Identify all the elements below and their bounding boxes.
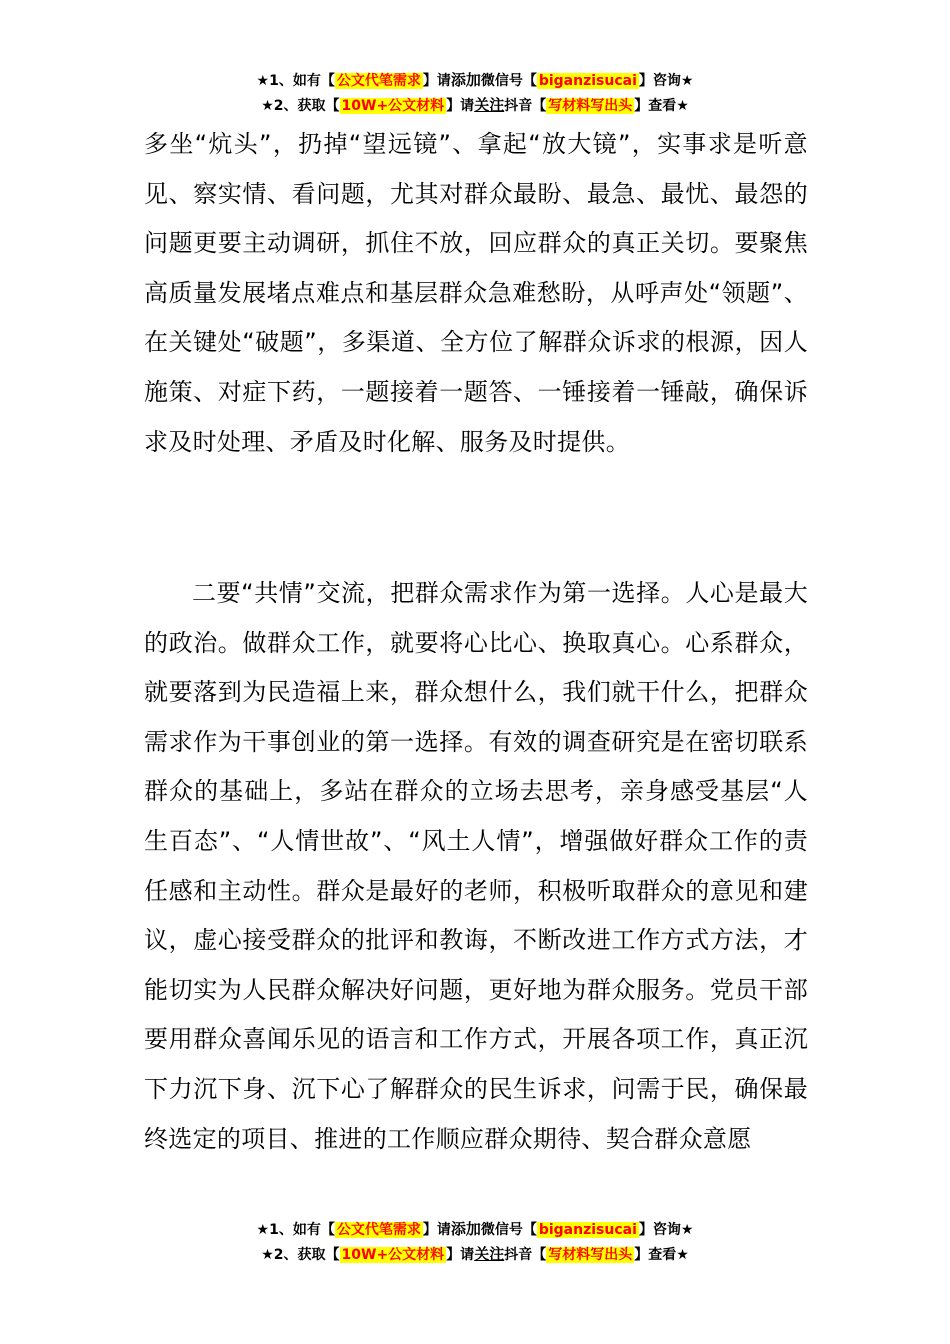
header-text: 抖音【 bbox=[504, 98, 547, 114]
highlight-text: 10W+公文材料 bbox=[341, 98, 445, 114]
header-text: 】查看★ bbox=[634, 98, 689, 114]
douyin-account: 写材料写出头 bbox=[548, 1247, 633, 1263]
douyin-account: 写材料写出头 bbox=[548, 98, 633, 114]
footer-text: 微信号【 bbox=[480, 1222, 537, 1238]
header-text: 】咨询★ bbox=[638, 73, 694, 89]
header-text: 】请 bbox=[446, 98, 475, 114]
footer-text: 】咨询★ bbox=[638, 1222, 694, 1238]
footer-line-2 bbox=[0, 1242, 950, 1267]
footer-banner bbox=[0, 1217, 950, 1267]
wechat-id: biganzisucai bbox=[538, 73, 637, 89]
footer-text: 关注 bbox=[474, 1245, 505, 1263]
footer-text: 】请 bbox=[446, 1247, 475, 1263]
footer-text: 添加 bbox=[450, 1220, 481, 1238]
footer-text: 抖音【 bbox=[504, 1247, 547, 1263]
header-line-2 bbox=[0, 93, 950, 118]
body-paragraph-1: 多坐“炕头”，扔掉“望远镜”、拿起“放大镜”，实事求是听意见、察实情、看问题，尤其对群众最盼、最急、最忧、最怨的问题更要主动调研，抓住不放，回应群众的真正关切。要聚焦高质量发展堵点难点和基层群众急难愁盼，从呼声处“领题”、在关键处“破题”，多渠道、全方位了解群众诉求的根源，因人施策、对症下药，一题接着一题答、一锤接着一锤敲，确保诉求及时处理、矛盾及时化解、服务及时提供。 bbox=[144, 130, 808, 456]
header-text: 关注 bbox=[474, 96, 505, 114]
wechat-id: biganzisucai bbox=[538, 1222, 637, 1238]
header-text: 】请 bbox=[422, 73, 451, 89]
header-text: ★1、如有【 bbox=[256, 73, 335, 89]
highlight-text: 公文代笔需求 bbox=[336, 1222, 421, 1238]
footer-text: ★1、如有【 bbox=[256, 1222, 335, 1238]
footer-text: 】查看★ bbox=[634, 1247, 689, 1263]
header-banner bbox=[0, 68, 950, 118]
footer-text: ★2、获取【 bbox=[261, 1247, 340, 1263]
header-line-1 bbox=[0, 68, 950, 93]
header-text: 微信号【 bbox=[480, 73, 537, 89]
highlight-text: 公文代笔需求 bbox=[336, 73, 421, 89]
footer-text: 】请 bbox=[422, 1222, 451, 1238]
footer-line-1 bbox=[0, 1217, 950, 1242]
highlight-text: 10W+公文材料 bbox=[341, 1247, 445, 1263]
header-text: ★2、获取【 bbox=[261, 98, 340, 114]
header-text: 添加 bbox=[450, 71, 481, 89]
body-paragraph-2: 二要“共情”交流，把群众需求作为第一选择。人心是最大的政治。做群众工作，就要将心比心、换取真心。心系群众，就要落到为民造福上来，群众想什么，我们就干什么，把群众需求作为干事创业的第一选择。有效的调查研究是在密切联系群众的基础上，多站在群众的立场去思考，亲身感受基层“人生百态”、“人情世故”、“风土人情”，增强做好群众工作的责任感和主动性。群众是最好的老师，积极听取群众的意见和建议，虚心接受群众的批评和教诲，不断改进工作方式方法，才能切实为人民群众解决好问题，更好地为群众服务。党员干部要用群众喜闻乐见的语言和工作方式，开展各项工作，真正沉下力沉下身、沉下心了解群众的民生诉求，问需于民，确保最终选定的项目、推进的工作顺应群众期待、契合群众意愿 bbox=[144, 579, 808, 1153]
